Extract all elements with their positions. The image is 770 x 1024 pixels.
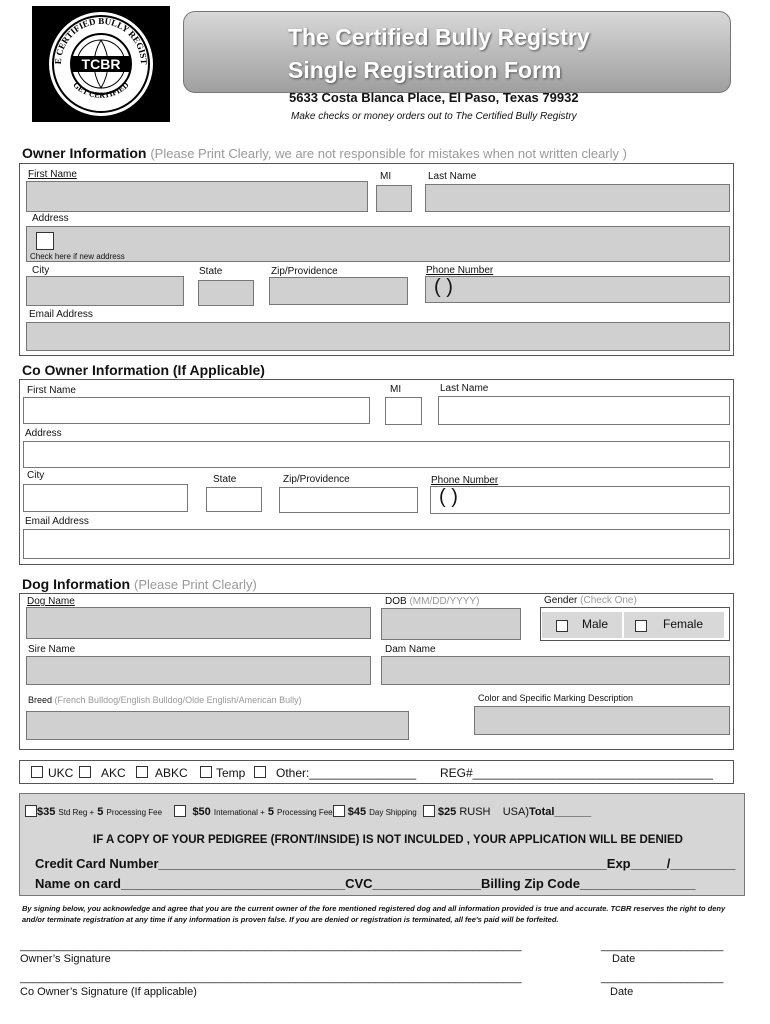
owner-state-field[interactable]	[198, 280, 254, 306]
owner-first-name-label: First Name	[28, 169, 77, 180]
title-line-2: Single Registration Form	[288, 57, 562, 83]
owner-city-label: City	[32, 265, 50, 276]
logo-monogram: TCBR	[81, 56, 121, 72]
coowner-first-name-field[interactable]	[23, 397, 370, 424]
owner-date-label: Date	[612, 953, 636, 965]
coowner-address-label: Address	[25, 428, 62, 439]
owner-zip-field[interactable]	[269, 277, 408, 305]
ukc-checkbox[interactable]	[31, 766, 43, 778]
ukc-label: UKC	[48, 766, 74, 780]
owner-city-field[interactable]	[26, 276, 184, 306]
title-line-1: The Certified Bully Registry	[288, 24, 590, 50]
title-banner	[183, 11, 731, 93]
owner-first-name-field[interactable]	[26, 181, 368, 212]
owner-section-title: Owner Information (Please Print Clearly, we are not responsible for mistakes when not written clearly )	[22, 145, 627, 161]
temp-label: Temp	[216, 766, 246, 780]
dob-label: DOB (MM/DD/YYYY)	[385, 596, 480, 607]
coowner-email-label: Email Address	[25, 516, 89, 527]
legal-disclaimer: By signing below, you acknowledge and agree that you are the current owner of the fore mentioned registered dog and all information provided is true and accurate. TCBR reserves the right to deny and/or terminate registration at any time if any information is proven false. If you are denied or registration is terminated, all fee's paid will be forfeited.	[22, 904, 726, 924]
coowner-city-field[interactable]	[23, 484, 188, 512]
breed-field[interactable]	[26, 711, 409, 740]
coowner-phone-field[interactable]: ( )	[430, 486, 730, 514]
option-45-checkbox[interactable]	[333, 805, 345, 817]
male-checkbox[interactable]	[556, 620, 568, 632]
female-label: Female	[663, 617, 704, 631]
registry-address: 5633 Costa Blanca Place, El Paso, Texas 79932	[289, 90, 579, 105]
checks-note: Make checks or money orders out to The Certified Bully Registry	[291, 111, 577, 122]
dob-field[interactable]	[381, 608, 521, 640]
abkc-checkbox[interactable]	[136, 766, 148, 778]
option-35-checkbox[interactable]	[25, 805, 37, 817]
coowner-date-line[interactable]: ____________________	[601, 972, 724, 984]
option-25-checkbox[interactable]	[423, 805, 435, 817]
coowner-phone-label: Phone Number	[431, 475, 499, 486]
credit-card-field[interactable]: Credit Card Number______________________________________________________________Exp_____/_________	[35, 856, 736, 871]
coowner-date-label: Date	[610, 986, 634, 998]
dog-name-field[interactable]	[26, 607, 371, 639]
coowner-first-name-label: First Name	[27, 385, 76, 396]
owner-state-label: State	[199, 266, 223, 277]
name-on-card-field[interactable]: Name on card_______________________________CVC_______________Billing Zip Code________________	[35, 876, 696, 891]
coowner-signature-label: Co Owner’s Signature (If applicable)	[20, 986, 197, 998]
owner-phone-label: Phone Number	[426, 265, 494, 276]
abkc-label: ABKC	[155, 766, 188, 780]
color-field[interactable]	[474, 706, 730, 735]
new-address-checkbox[interactable]	[36, 232, 54, 250]
coowner-address-field[interactable]	[23, 441, 730, 468]
temp-checkbox[interactable]	[200, 766, 212, 778]
coowner-email-field[interactable]	[23, 529, 730, 559]
dog-section-title: Dog Information (Please Print Clearly)	[22, 576, 257, 592]
coowner-mi-label: MI	[390, 384, 402, 395]
coowner-section-title: Co Owner Information (If Applicable)	[22, 362, 265, 378]
owner-mi-label: MI	[380, 171, 392, 182]
coowner-last-name-label: Last Name	[440, 383, 489, 394]
owner-zip-label: Zip/Providence	[271, 266, 338, 277]
logo-top-text: E CERTIFIED BULLY REGIST	[52, 15, 150, 65]
owner-email-field[interactable]	[26, 322, 730, 351]
gender-label: Gender (Check One)	[544, 595, 637, 606]
payment-options: $35 Std Reg + 5 Processing Fee $50 International + 5 Processing Fee $45 Day Shipping $25 RUSH USA)Total______	[25, 805, 591, 818]
dog-name-label: Dog Name	[27, 596, 75, 607]
owner-signature-line[interactable]: __________________________________________________________________________________	[20, 940, 522, 952]
other-field[interactable]: Other:________________	[276, 766, 417, 780]
coowner-signature-line[interactable]: __________________________________________________________________________________	[20, 972, 522, 984]
tcbr-seal-icon	[32, 6, 170, 122]
option-50-checkbox[interactable]	[174, 805, 186, 817]
pedigree-warning: IF A COPY OF YOUR PEDIGREE (FRONT/INSIDE) IS NOT INCULDED , YOUR APPLICATION WILL BE DENIED	[93, 834, 683, 846]
coowner-zip-field[interactable]	[279, 487, 418, 513]
new-address-label: Check here if new address	[30, 252, 125, 261]
dam-name-field[interactable]	[381, 656, 730, 685]
coowner-city-label: City	[27, 470, 45, 481]
owner-mi-field[interactable]	[376, 185, 412, 212]
coowner-last-name-field[interactable]	[438, 396, 730, 425]
owner-date-line[interactable]: ____________________	[601, 940, 724, 952]
female-checkbox[interactable]	[635, 620, 647, 632]
other-checkbox[interactable]	[254, 766, 266, 778]
coowner-state-field[interactable]	[206, 487, 262, 512]
coowner-zip-label: Zip/Providence	[283, 474, 350, 485]
coowner-state-label: State	[213, 474, 237, 485]
color-label: Color and Specific Marking Description	[478, 693, 634, 703]
owner-last-name-field[interactable]	[425, 184, 730, 212]
owner-last-name-label: Last Name	[428, 171, 477, 182]
akc-checkbox[interactable]	[79, 766, 91, 778]
reg-number-field[interactable]: REG#____________________________________	[440, 766, 713, 780]
tcbr-logo	[32, 6, 170, 122]
owner-address-label: Address	[32, 213, 69, 224]
owner-phone-field[interactable]: ( )	[425, 276, 730, 303]
dam-name-label: Dam Name	[385, 644, 436, 655]
owner-signature-label: Owner’s Signature	[20, 953, 111, 965]
sire-name-label: Sire Name	[28, 644, 76, 655]
akc-label: AKC	[101, 766, 126, 780]
breed-label: Breed (French Bulldog/English Bulldog/Olde English/American Bully)	[28, 695, 302, 705]
logo-bottom-text: GET CERTIFIED	[71, 80, 131, 100]
sire-name-field[interactable]	[26, 656, 371, 685]
coowner-mi-field[interactable]	[385, 397, 422, 425]
owner-email-label: Email Address	[29, 309, 93, 320]
owner-address-field[interactable]	[26, 226, 730, 262]
male-label: Male	[582, 617, 609, 631]
